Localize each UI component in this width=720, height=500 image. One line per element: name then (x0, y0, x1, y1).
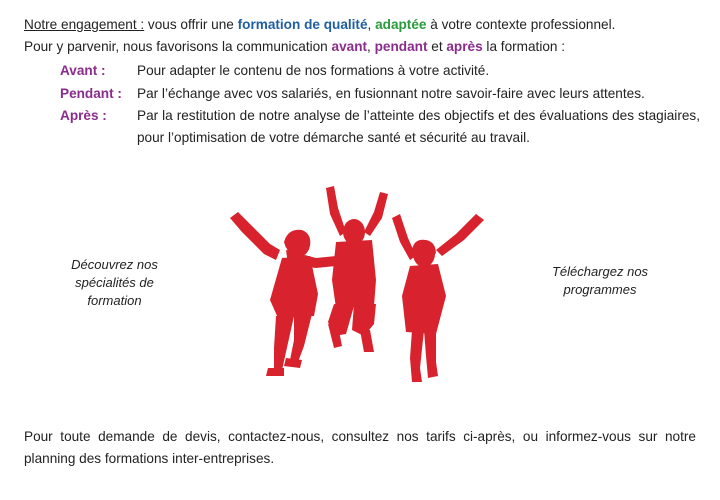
phase-text: Pour adapter le contenu de nos formations à votre activité. (137, 63, 490, 78)
phase-pendant (60, 83, 700, 105)
left-figure-leg-2 (290, 314, 312, 362)
separator-text: , (367, 39, 375, 54)
quality-highlight: formation de qualité (237, 17, 368, 32)
engagement-label: Notre engagement : (24, 17, 145, 32)
comma-text: , (367, 17, 376, 32)
left-figure-foot-2 (284, 358, 302, 368)
phase-text: Par la restitution de notre analyse de l’atteinte des objectifs et des évaluations des stagiaires, pour l’optimisation de votre démarche santé et sécurité au travail. (137, 108, 700, 145)
separator-text-2: et (427, 39, 447, 54)
middle-figure-arm-2 (364, 192, 388, 236)
communication-text: Pour y parvenir, nous favorisons la communication (24, 39, 332, 54)
middle-figure-arm (326, 186, 346, 236)
pendant-highlight: pendant (374, 39, 428, 54)
left-figure-torso (270, 256, 318, 318)
left-figure-arm (230, 212, 280, 260)
phase-text: Par l’échange avec vos salariés, en fusionnant notre savoir-faire avec leurs attentes. (137, 86, 645, 101)
phase-label: Après : (60, 108, 107, 123)
phase-label: Pendant : (60, 86, 122, 101)
programmes-download-link[interactable]: Téléchargez nos programmes (551, 264, 649, 297)
engagement-text-end: à votre contexte professionnel. (426, 17, 616, 32)
adapted-highlight: adaptée (375, 17, 427, 32)
phase-apres (60, 105, 700, 149)
right-figure-leg (410, 330, 424, 382)
right-figure-arm (392, 214, 416, 260)
engagement-intro (24, 14, 700, 58)
phase-label: Avant : (60, 63, 106, 78)
phase-avant (60, 60, 700, 82)
communication-line (24, 36, 700, 58)
specialities-link[interactable]: Découvrez nos spécialités de formation (71, 257, 158, 308)
middle-figure-torso (332, 240, 376, 308)
right-figure-leg-2 (424, 330, 438, 378)
middle-figure-foot-2 (360, 330, 374, 352)
engagement-text: vous offrir une (144, 17, 238, 32)
apres-highlight: après (446, 39, 483, 54)
jumping-people-icon (224, 184, 490, 394)
left-figure-foot (266, 368, 284, 376)
right-figure-torso (402, 264, 446, 334)
communication-text-end: la formation : (482, 39, 566, 54)
right-figure-arm-2 (436, 214, 484, 256)
engagement-line (24, 14, 700, 36)
avant-highlight: avant (331, 39, 368, 54)
contact-paragraph: Pour toute demande de devis, contactez-nous, consultez nos tarifs ci-après, ou informez-vous sur notre planning des formations inter-entreprises. (24, 429, 696, 466)
